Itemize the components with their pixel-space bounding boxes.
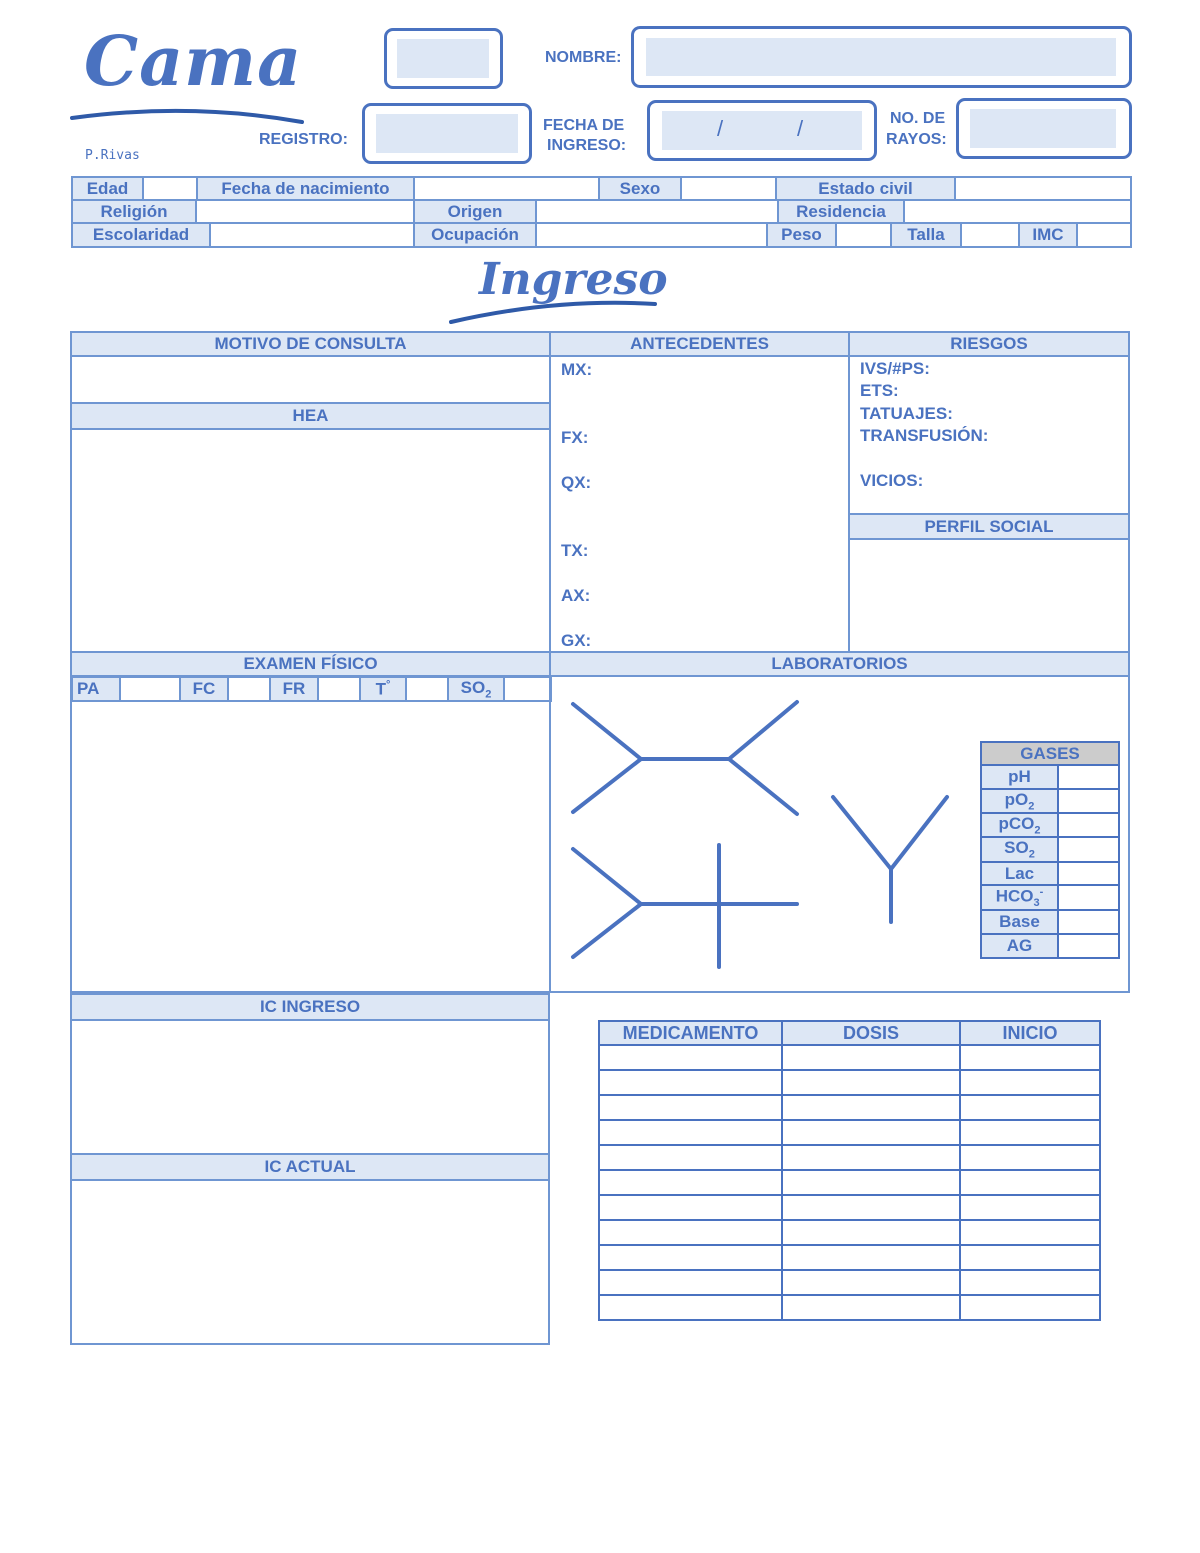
meds-row (599, 1195, 1100, 1220)
gas-label-text: Base (999, 912, 1040, 932)
hea-field[interactable] (72, 430, 549, 651)
dosis-cell[interactable] (782, 1295, 960, 1320)
gases-title: GASES (981, 742, 1119, 765)
fecha-field-fill (662, 111, 862, 150)
meds-row (599, 1270, 1100, 1295)
inicio-cell[interactable] (960, 1120, 1100, 1145)
medicamento-cell[interactable] (599, 1095, 782, 1120)
residencia-value[interactable] (904, 200, 1131, 223)
medicamento-cell[interactable] (599, 1170, 782, 1195)
inicio-cell[interactable] (960, 1220, 1100, 1245)
antecedentes-header: ANTECEDENTES (551, 333, 848, 355)
imc-label: IMC (1019, 223, 1077, 247)
residencia-label: Residencia (778, 200, 904, 223)
dosis-cell[interactable] (782, 1070, 960, 1095)
gas-value[interactable] (1058, 813, 1119, 837)
pa-value[interactable] (120, 677, 180, 701)
gas-row (981, 862, 1119, 886)
gas-value[interactable] (1058, 885, 1119, 910)
gas-row (981, 837, 1119, 861)
ingreso-title-text: Ingreso (479, 254, 668, 305)
meds-table (598, 1020, 1101, 1321)
origen-label: Origen (414, 200, 536, 223)
antecedente-qx: QX: (561, 473, 592, 492)
gas-row (981, 765, 1119, 789)
gases-table (980, 741, 1120, 959)
medicamento-cell[interactable] (599, 1195, 782, 1220)
gas-label-text: Lac (1004, 863, 1035, 883)
meds-row (599, 1170, 1100, 1195)
peso-value[interactable] (836, 223, 891, 247)
fr-label: FR (270, 677, 318, 701)
medicamento-cell[interactable] (599, 1245, 782, 1270)
fecha-nacimiento-label: Fecha de nacimiento (197, 177, 414, 200)
lab-diagrams (551, 677, 971, 977)
motivo-field[interactable] (72, 357, 549, 402)
temp-label-text: T (375, 679, 386, 699)
examen-fisico-header: EXAMEN FÍSICO (72, 653, 549, 675)
fecha-sep-2: / (797, 116, 804, 141)
inicio-cell[interactable] (960, 1270, 1100, 1295)
religion-value[interactable] (196, 200, 414, 223)
riesgo-ivs: IVS/#PS: (860, 359, 930, 378)
inicio-cell[interactable] (960, 1045, 1100, 1070)
inicio-cell[interactable] (960, 1295, 1100, 1320)
dosis-cell[interactable] (782, 1220, 960, 1245)
inicio-cell[interactable] (960, 1195, 1100, 1220)
gas-value[interactable] (1058, 910, 1119, 934)
gas-row (981, 813, 1119, 837)
author-label: P.Rivas (85, 148, 140, 163)
ocupacion-value[interactable] (536, 223, 767, 247)
meds-col-inicio: INICIO (960, 1021, 1100, 1045)
registro-label: REGISTRO: (259, 131, 348, 148)
gas-label-text: SO (1004, 838, 1029, 858)
gas-label (981, 789, 1058, 813)
antecedente-mx: MX: (561, 360, 593, 379)
ic-ingreso-header: IC INGRESO (72, 995, 548, 1019)
gas-value[interactable] (1058, 862, 1119, 886)
cama-box-fill (397, 39, 489, 78)
ocupacion-label: Ocupación (414, 223, 536, 247)
dosis-cell[interactable] (782, 1145, 960, 1170)
inicio-cell[interactable] (960, 1145, 1100, 1170)
gas-value[interactable] (1058, 765, 1119, 789)
gas-label-text: pH (1008, 766, 1031, 786)
edad-value[interactable] (143, 177, 197, 200)
fecha-label-1: FECHA DE (543, 117, 625, 134)
ic-ingreso-field[interactable] (72, 1021, 548, 1153)
antecedente-fx: FX: (561, 428, 589, 447)
gas-value[interactable] (1058, 789, 1119, 813)
dosis-cell[interactable] (782, 1120, 960, 1145)
gas-label-sub: 3 (1033, 897, 1040, 910)
dosis-cell[interactable] (782, 1195, 960, 1220)
meds-row (599, 1045, 1100, 1070)
logo-swoosh (70, 20, 310, 130)
gas-label (981, 862, 1058, 886)
talla-value[interactable] (961, 223, 1019, 247)
medicamento-cell[interactable] (599, 1295, 782, 1320)
dosis-cell[interactable] (782, 1245, 960, 1270)
ic-actual-header: IC ACTUAL (72, 1155, 548, 1179)
gas-label (981, 910, 1058, 934)
ingreso-swoosh (445, 252, 665, 332)
so2-value[interactable] (504, 677, 551, 701)
gas-label-text: pCO (998, 813, 1035, 833)
inicio-cell[interactable] (960, 1070, 1100, 1095)
gas-label-sup: - (1039, 886, 1044, 899)
gas-row (981, 789, 1119, 813)
origen-value[interactable] (536, 200, 778, 223)
gas-label (981, 837, 1058, 861)
gas-value[interactable] (1058, 934, 1119, 958)
hea-header: HEA (72, 404, 549, 428)
inicio-cell[interactable] (960, 1170, 1100, 1195)
antecedente-gx: GX: (561, 631, 592, 650)
demographics-row-2 (71, 199, 1132, 224)
gas-value[interactable] (1058, 837, 1119, 861)
dosis-cell[interactable] (782, 1095, 960, 1120)
gas-label-text: HCO (995, 887, 1034, 907)
temp-value[interactable] (406, 677, 448, 701)
riesgo-ets: ETS: (860, 381, 899, 400)
inicio-cell[interactable] (960, 1095, 1100, 1120)
nombre-label: NOMBRE: (545, 49, 622, 66)
meds-col-dosis: DOSIS (782, 1021, 960, 1045)
motivo-header: MOTIVO DE CONSULTA (72, 333, 549, 355)
gas-row (981, 885, 1119, 910)
medicamento-cell[interactable] (599, 1220, 782, 1245)
rayos-label-2: RAYOS: (886, 131, 947, 148)
edad-label: Edad (72, 177, 143, 200)
pa-label: PA (72, 677, 120, 701)
riesgo-vicios: VICIOS: (860, 471, 924, 490)
meds-row (599, 1070, 1100, 1095)
ingreso-title (445, 252, 668, 332)
gas-label-sub: 2 (1028, 848, 1035, 861)
medicamento-cell[interactable] (599, 1070, 782, 1095)
logo-text: Cama (84, 22, 303, 102)
gas-label-sub: 2 (1028, 799, 1035, 812)
meds-row (599, 1245, 1100, 1270)
so2-label (448, 677, 504, 701)
meds-row (599, 1120, 1100, 1145)
fr-value[interactable] (318, 677, 360, 701)
fishbone-qs (573, 845, 797, 967)
rayos-label-1: NO. DE (890, 110, 946, 127)
perfil-social-header: PERFIL SOCIAL (850, 515, 1128, 538)
medicamento-cell[interactable] (599, 1145, 782, 1170)
fishbone-y (833, 797, 947, 922)
gas-label-text: AG (1006, 935, 1033, 955)
nombre-field-fill (646, 38, 1116, 76)
imc-value[interactable] (1077, 223, 1131, 247)
so2-sub: 2 (485, 688, 492, 701)
antecedente-ax: AX: (561, 586, 591, 605)
gas-label (981, 765, 1058, 789)
dosis-cell[interactable] (782, 1270, 960, 1295)
dosis-cell[interactable] (782, 1170, 960, 1195)
laboratorios-header: LABORATORIOS (551, 653, 1128, 675)
riesgo-tatuajes: TATUAJES: (860, 404, 953, 423)
escolaridad-label: Escolaridad (72, 223, 210, 247)
demographics-row-3 (71, 222, 1132, 248)
dosis-cell[interactable] (782, 1045, 960, 1070)
meds-row (599, 1145, 1100, 1170)
medicamento-cell[interactable] (599, 1120, 782, 1145)
escolaridad-value[interactable] (210, 223, 414, 247)
estado-civil-value[interactable] (955, 177, 1131, 200)
gas-label (981, 885, 1058, 910)
gas-label-text: pO (1004, 789, 1029, 809)
gas-label (981, 934, 1058, 958)
meds-col-medicamento: MEDICAMENTO (599, 1021, 782, 1045)
gas-label (981, 813, 1058, 837)
estado-civil-label: Estado civil (776, 177, 955, 200)
fecha-sep-1: / (717, 116, 724, 141)
religion-label: Religión (72, 200, 196, 223)
sexo-value[interactable] (681, 177, 776, 200)
meds-row (599, 1095, 1100, 1120)
medicamento-cell[interactable] (599, 1270, 782, 1295)
riesgo-transfusion: TRANSFUSIÓN: (860, 426, 989, 445)
temp-label (360, 677, 406, 701)
antecedente-tx: TX: (561, 541, 589, 560)
logo (70, 20, 310, 130)
fecha-label-2: INGRESO: (547, 137, 627, 154)
sexo-label: Sexo (599, 177, 681, 200)
vitals-row (71, 676, 552, 702)
fecha-nacimiento-value[interactable] (414, 177, 599, 200)
riesgos-header: RIESGOS (850, 333, 1128, 355)
gas-row (981, 910, 1119, 934)
gas-label-sub: 2 (1034, 824, 1041, 837)
so2-label-text: SO (460, 678, 486, 697)
meds-row (599, 1295, 1100, 1320)
perfil-social-field[interactable] (850, 540, 1128, 651)
peso-label: Peso (767, 223, 836, 247)
meds-row (599, 1220, 1100, 1245)
rayos-field-fill (970, 109, 1116, 148)
fishbone-bh (573, 702, 797, 814)
examen-fisico-field[interactable] (72, 702, 549, 991)
demographics-row-1 (71, 176, 1132, 201)
temp-degree: ° (385, 678, 391, 691)
ic-actual-field[interactable] (72, 1181, 548, 1343)
inicio-cell[interactable] (960, 1245, 1100, 1270)
registro-field-fill (376, 114, 518, 153)
gas-row (981, 934, 1119, 958)
fc-value[interactable] (228, 677, 270, 701)
fc-label: FC (180, 677, 228, 701)
medicamento-cell[interactable] (599, 1045, 782, 1070)
talla-label: Talla (891, 223, 961, 247)
